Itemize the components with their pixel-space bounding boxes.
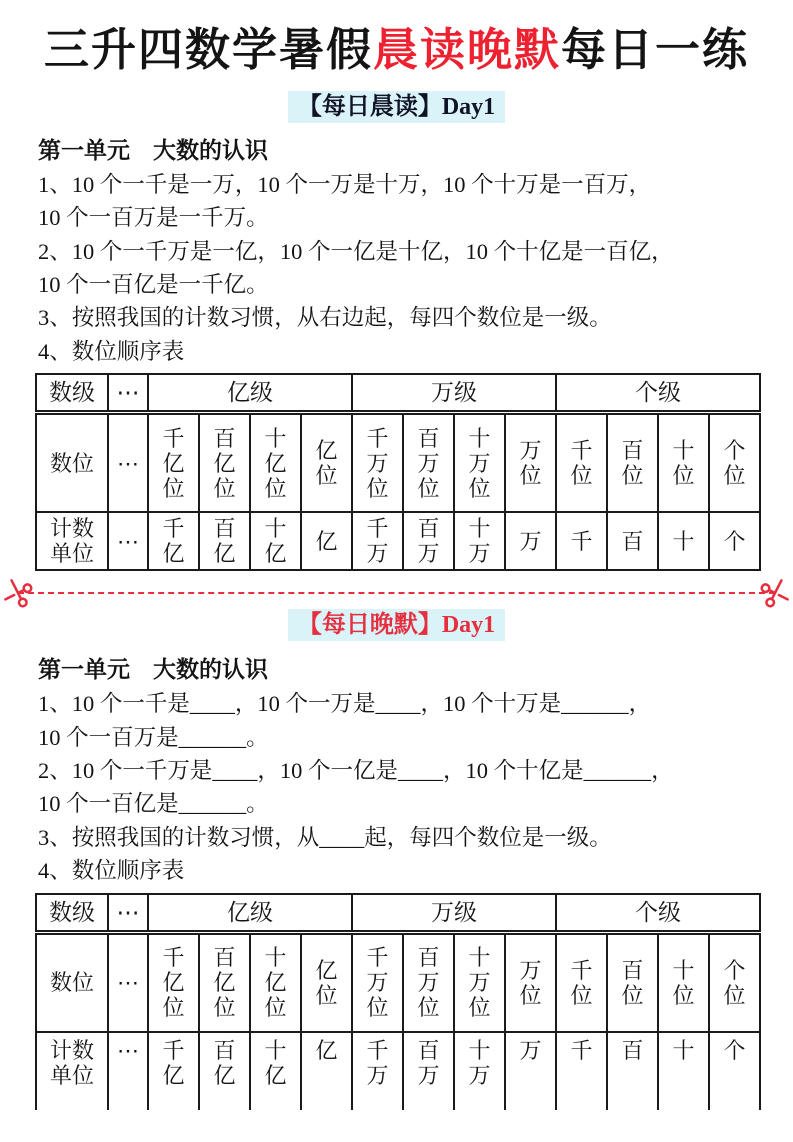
- table-cell: 十 亿 位: [250, 413, 301, 513]
- table-cell-ellipsis: ⋯: [108, 932, 148, 1032]
- table-cell: 百 亿 位: [199, 932, 250, 1032]
- table-row: [36, 512, 760, 570]
- table-cell: 个级: [556, 374, 760, 413]
- table-cell: 数级: [36, 374, 108, 413]
- table-cell: 百 万 位: [403, 932, 454, 1032]
- table-cell: 十 亿 位: [250, 932, 301, 1032]
- morning-line: 1、10 个一千是一万，10 个一万是十万，10 个十万是一百万，: [38, 171, 652, 197]
- table-cell: 万级: [352, 894, 556, 933]
- table-cell: 十: [658, 512, 709, 570]
- morning-badge: 【每日晨读】Day1: [288, 91, 505, 123]
- digit-order-table-evening: [35, 893, 761, 1110]
- evening-line: 10 个一百万是______。: [38, 724, 269, 750]
- table-cell: 千 亿 位: [148, 413, 199, 513]
- table-cell: 千 亿: [148, 512, 199, 570]
- evening-unit-title: 第一单元 大数的认识: [38, 657, 268, 683]
- morning-unit-title: 第一单元 大数的认识: [38, 137, 268, 163]
- table-cell: 百 亿 位: [199, 413, 250, 513]
- title-part3: 每日一练: [561, 25, 750, 75]
- table-cell: 个: [709, 1032, 760, 1110]
- table-cell: 万 位: [505, 932, 556, 1032]
- table-cell: 亿: [301, 512, 352, 570]
- table-cell: 个级: [556, 894, 760, 933]
- table-cell: 百: [607, 512, 658, 570]
- table-cell: 千 位: [556, 932, 607, 1032]
- table-cell-ellipsis: ⋯: [108, 894, 148, 933]
- table-row: [36, 894, 760, 933]
- scissors-right-icon: [756, 574, 793, 612]
- table-cell-ellipsis: ⋯: [108, 512, 148, 570]
- evening-badge-row: [0, 609, 793, 641]
- table-cell: 数位: [36, 932, 108, 1032]
- table-cell: 千 万: [352, 512, 403, 570]
- table-row: [36, 413, 760, 513]
- table-cell: 十 亿: [250, 512, 301, 570]
- table-cell: 千 位: [556, 413, 607, 513]
- table-cell: 个 位: [709, 932, 760, 1032]
- table-cell: 亿 位: [301, 932, 352, 1032]
- table-cell: 千 万 位: [352, 932, 403, 1032]
- table-cell: 亿级: [148, 894, 352, 933]
- table-cell: 万 位: [505, 413, 556, 513]
- table-cell: 计数 单位: [36, 512, 108, 570]
- table-cell: 百 万: [403, 1032, 454, 1110]
- morning-section: [0, 132, 793, 571]
- table-cell: 十 位: [658, 932, 709, 1032]
- table-cell: 十 万 位: [454, 413, 505, 513]
- morning-line: 10 个一百亿是一千亿。: [38, 271, 269, 297]
- table-row: [36, 374, 760, 413]
- table-cell: 个: [709, 512, 760, 570]
- table-cell: 数级: [36, 894, 108, 933]
- evening-section: [0, 651, 793, 1109]
- table-cell: 万级: [352, 374, 556, 413]
- table-cell: 亿 位: [301, 413, 352, 513]
- evening-line: 1、10 个一千是____，10 个一万是____，10 个十万是______，: [38, 691, 652, 717]
- table-cell: 百 位: [607, 932, 658, 1032]
- table-cell: 计数 单位: [36, 1032, 108, 1110]
- table-cell: 百 亿: [199, 512, 250, 570]
- table-cell: 十 亿: [250, 1032, 301, 1110]
- morning-line: 4、数位顺序表: [38, 338, 185, 364]
- evening-line: 3、按照我国的计数习惯，从____起，每四个数位是一级。: [38, 824, 612, 850]
- table-row: [36, 932, 760, 1032]
- evening-line: 4、数位顺序表: [38, 858, 185, 884]
- evening-badge: 【每日晚默】Day1: [288, 609, 505, 641]
- table-cell: 十 万 位: [454, 932, 505, 1032]
- table-cell: 百 亿: [199, 1032, 250, 1110]
- evening-line: 10 个一百亿是______。: [38, 791, 269, 817]
- table-cell: 百 万 位: [403, 413, 454, 513]
- page-title: [0, 20, 793, 81]
- cut-line: [0, 577, 793, 609]
- table-cell: 十: [658, 1032, 709, 1110]
- table-cell: 千 亿 位: [148, 932, 199, 1032]
- table-cell-ellipsis: ⋯: [108, 1032, 148, 1110]
- table-cell: 百: [607, 1032, 658, 1110]
- table-cell: 十 万: [454, 1032, 505, 1110]
- table-cell-ellipsis: ⋯: [108, 413, 148, 513]
- title-part2-red: 晨读晚默: [372, 25, 561, 75]
- table-cell: 千: [556, 1032, 607, 1110]
- digit-order-table-morning: [35, 373, 761, 571]
- morning-badge-row: [0, 91, 793, 123]
- table-cell: 数位: [36, 413, 108, 513]
- table-cell: 亿: [301, 1032, 352, 1110]
- table-cell: 万: [505, 1032, 556, 1110]
- morning-line: 10 个一百万是一千万。: [38, 205, 269, 231]
- table-cell: 个 位: [709, 413, 760, 513]
- morning-line: 2、10 个一千万是一亿，10 个一亿是十亿，10 个十亿是一百亿，: [38, 238, 674, 264]
- table-cell: 十 位: [658, 413, 709, 513]
- table-cell: 千: [556, 512, 607, 570]
- evening-line: 2、10 个一千万是____，10 个一亿是____，10 个十亿是______，: [38, 758, 674, 783]
- table-cell: 千 万 位: [352, 413, 403, 513]
- table-cell: 十 万: [454, 512, 505, 570]
- table-cell-ellipsis: ⋯: [108, 374, 148, 413]
- table-cell: 百 位: [607, 413, 658, 513]
- table-cell: 万: [505, 512, 556, 570]
- cut-dashed-line: [18, 592, 775, 594]
- table-row: [36, 1032, 760, 1110]
- table-cell: 千 万: [352, 1032, 403, 1110]
- table-cell: 百 万: [403, 512, 454, 570]
- table-cell: 亿级: [148, 374, 352, 413]
- title-part1: 三升四数学暑假: [43, 25, 373, 75]
- table-cell: 千 亿: [148, 1032, 199, 1110]
- morning-line: 3、按照我国的计数习惯，从右边起，每四个数位是一级。: [38, 305, 612, 331]
